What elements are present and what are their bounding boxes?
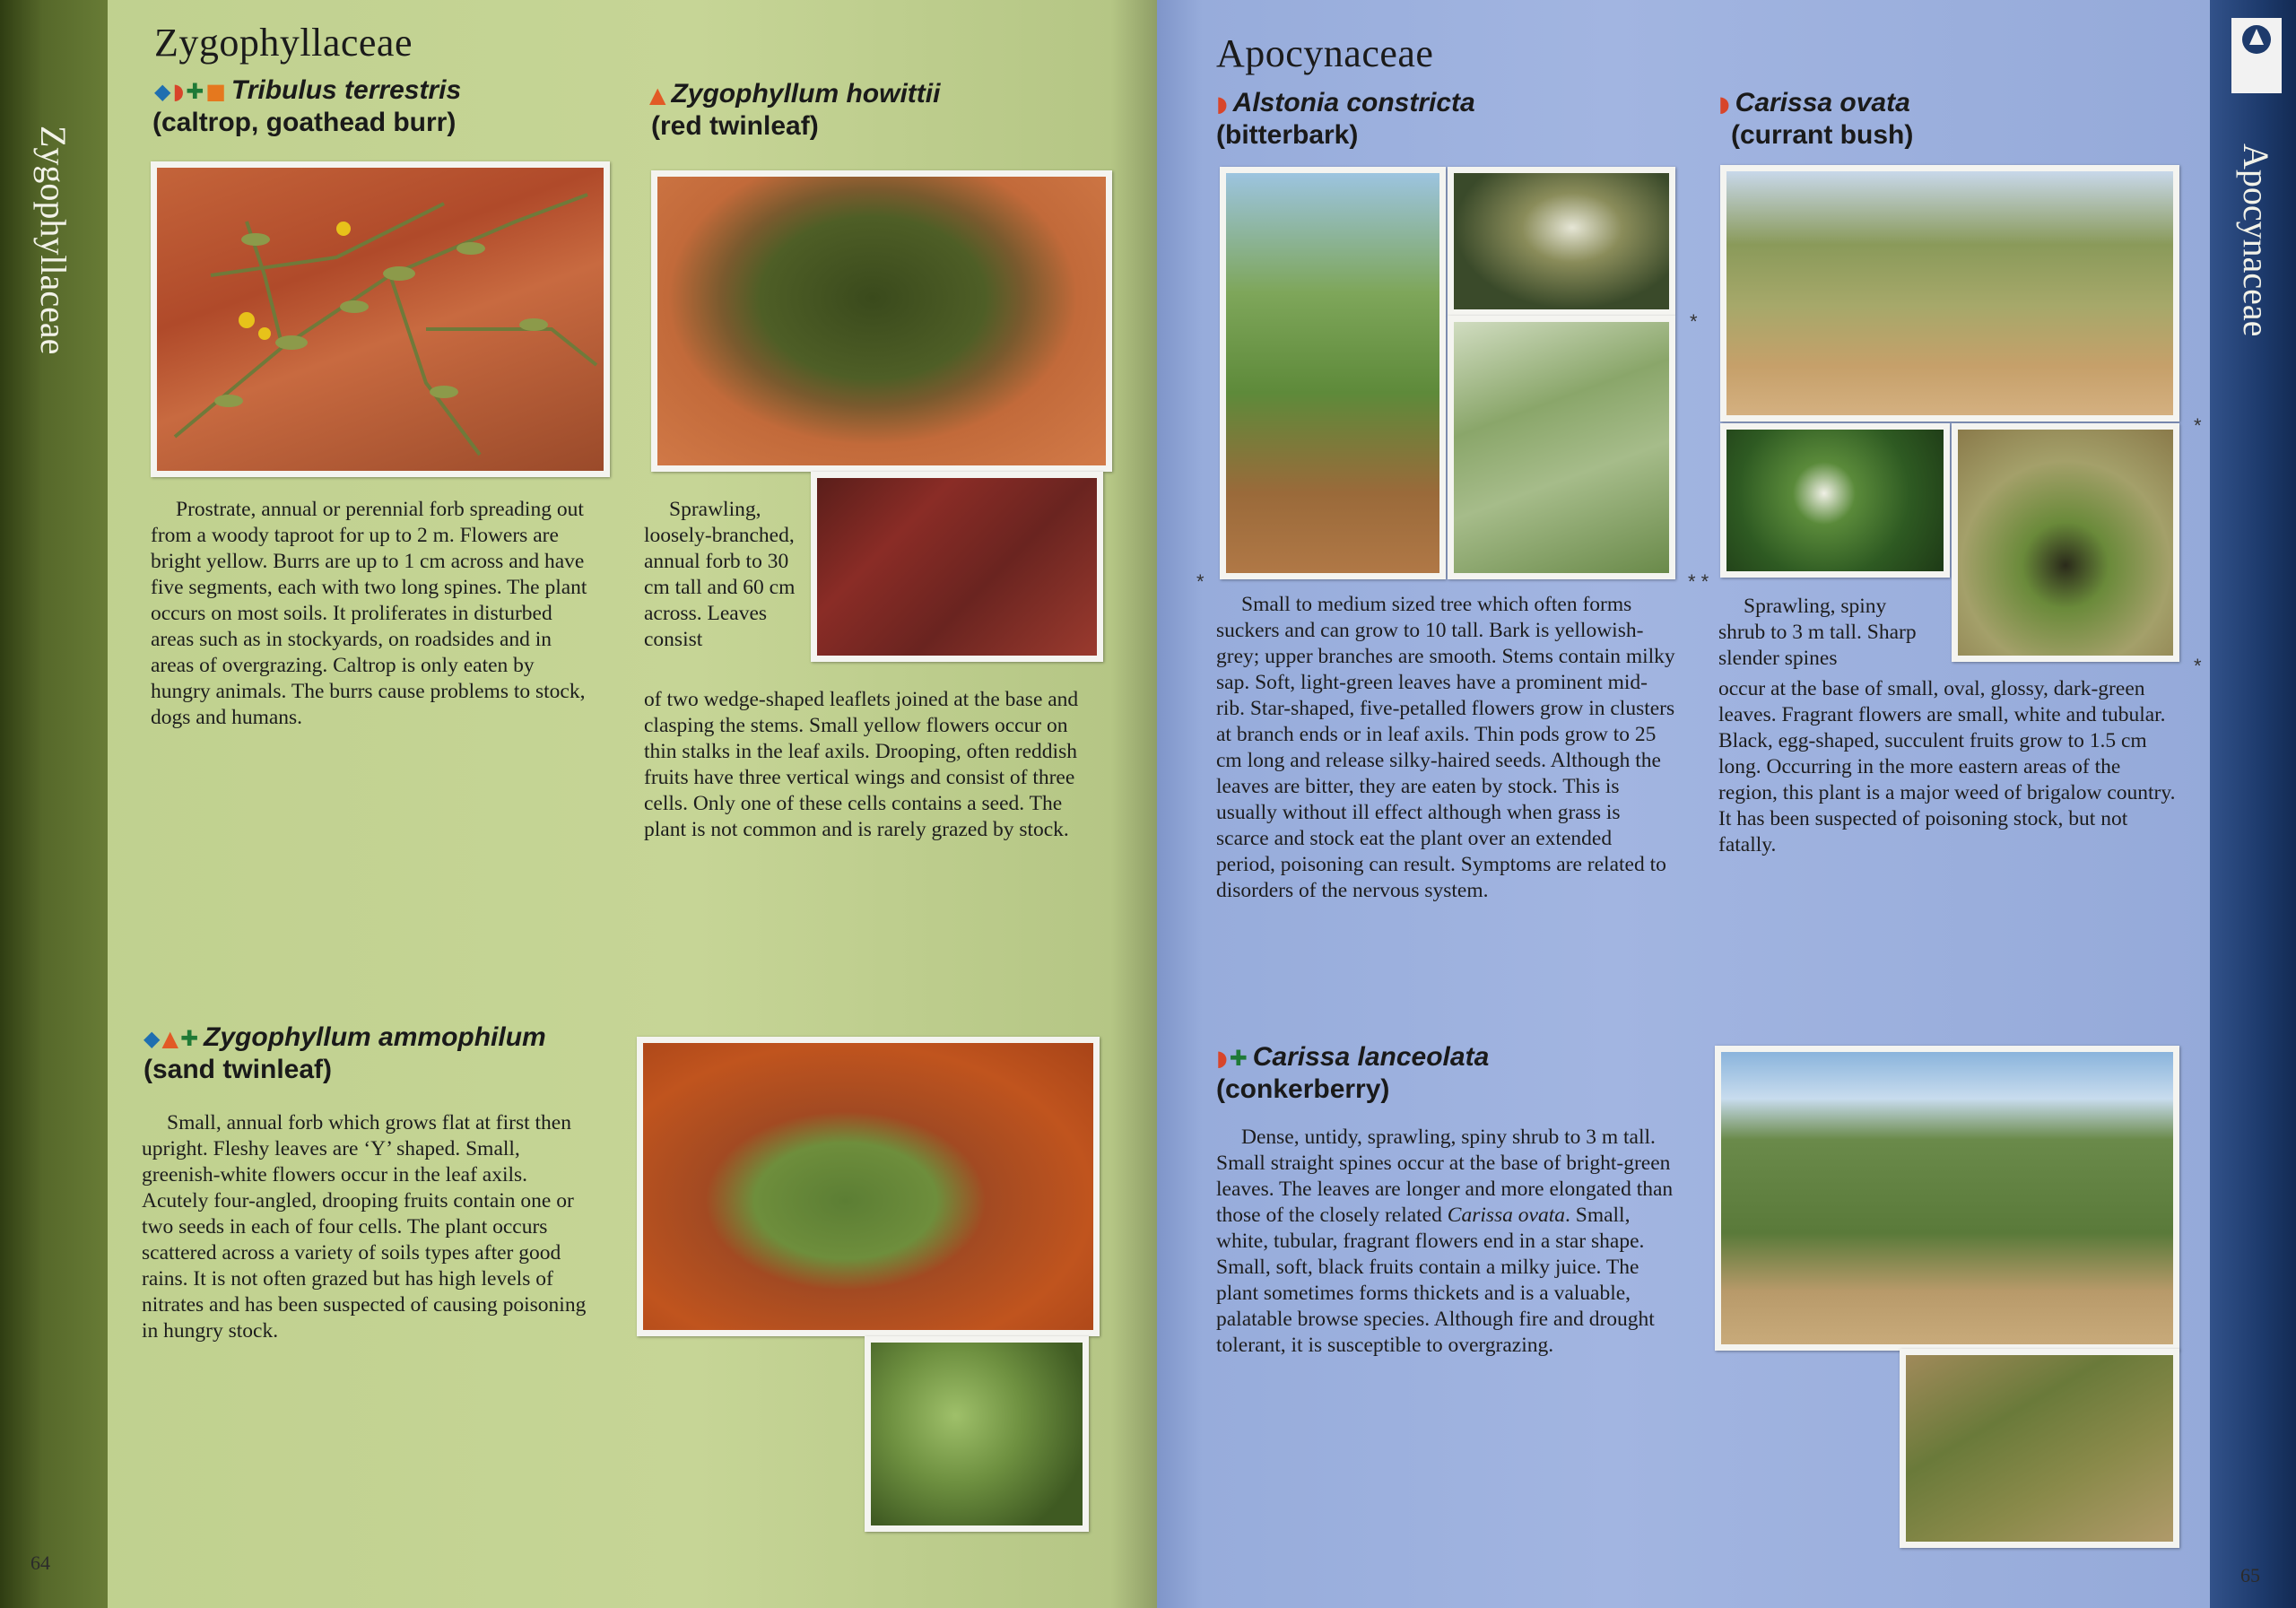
landcare-logo bbox=[2231, 18, 2282, 93]
photo-marker: * bbox=[2194, 414, 2202, 437]
species-heading-alstonia bbox=[1216, 88, 1475, 118]
common-name: (conkerberry) bbox=[1216, 1074, 1390, 1104]
description-carissa-ovata-wide: occur at the base of small, oval, glossy, dark-green leaves. Fragrant flowers are small, white and tubular. Black, egg-shaped, succulent fruits grow to 1.5 cm long. Occurring in the more eastern areas of the region, this plant is a major weed of brigalow country. It has been suspected of poisoning stock, but not fatally. bbox=[1718, 677, 2176, 856]
description-howittii-wide: of two wedge-shaped leaflets joined at the base and clasping the stems. Small yellow flowers occur on thin stalks in the leaf axils. Drooping, often reddish fruits have three vertical wings and consist of three cells. Only one of these cells contains a seed. The plant is not common and is rarely grazed by stock. bbox=[644, 688, 1079, 841]
photo-alstonia-flowers bbox=[1448, 167, 1675, 316]
species-heading-carissa-lanceolata bbox=[1216, 1042, 1489, 1073]
half-circle-icon: ◗ bbox=[1718, 91, 1730, 117]
photo-carissa-lanceolata-leaves bbox=[1900, 1349, 2179, 1548]
photo-zygophyllum-howittii bbox=[651, 170, 1112, 472]
common-name: (bitterbark) bbox=[1216, 120, 1359, 150]
description-howittii-narrow: Sprawling, loosely-branched, annual forb to 30 cm tall and 60 cm across. Leaves consist bbox=[644, 498, 796, 651]
half-circle-icon: ◗ bbox=[1216, 91, 1228, 117]
photo-alstonia-leaves bbox=[1448, 316, 1675, 579]
left-family-heading: Zygophyllaceae bbox=[154, 21, 413, 65]
description-carissa-ovata-narrow: Sprawling, spiny shrub to 3 m tall. Sharp slender spines bbox=[1718, 595, 1917, 670]
half-circle-icon: ◗ bbox=[1216, 1046, 1228, 1071]
scientific-name: Carissa ovata bbox=[1735, 88, 1910, 117]
photo-carissa-ovata-bush bbox=[1720, 165, 2179, 422]
plus-icon: ✚ bbox=[1229, 1046, 1248, 1071]
plus-icon: ✚ bbox=[179, 1026, 199, 1051]
species-heading-carissa-ovata bbox=[1718, 88, 1910, 118]
left-spine-title: Zygophyllaceae bbox=[33, 126, 74, 355]
photo-tribulus-terrestris bbox=[151, 161, 610, 477]
common-name: (sand twinleaf) bbox=[144, 1055, 333, 1084]
scientific-name: Zygophyllum howittii bbox=[671, 79, 941, 109]
description-tribulus-terrestris: Prostrate, annual or perennial forb spreading out from a woody taproot for up to 2 m. Flowers are bright yellow. Burrs are up to 1 cm across and have five segments, each with two long spines. The plant occurs on most soils. It proliferates in disturbed areas such as in stockyards, on roadsides and in areas of overgrazing. Caltrop is only eaten by hungry animals. The burrs cause problems to stock, dogs and humans. bbox=[151, 498, 587, 729]
photo-marker: * bbox=[2194, 655, 2202, 677]
plus-icon: ✚ bbox=[186, 79, 204, 104]
species-heading-ammophilum bbox=[144, 1022, 546, 1053]
scientific-name: Zygophyllum ammophilum bbox=[204, 1022, 546, 1052]
photo-zygophyllum-ammophilum-leaves bbox=[865, 1336, 1089, 1532]
photo-marker-double: * * bbox=[1688, 570, 1709, 593]
species-heading-tribulus bbox=[154, 75, 461, 106]
common-name: (currant bush) bbox=[1731, 120, 1914, 150]
right-spine-tab bbox=[2210, 0, 2296, 1608]
photo-carissa-lanceolata-shrub bbox=[1715, 1046, 2179, 1351]
right-family-heading: Apocynaceae bbox=[1216, 31, 1434, 75]
photo-carissa-ovata-flowers bbox=[1720, 423, 1950, 578]
page-number-right: 65 bbox=[2240, 1564, 2260, 1586]
triangle-icon: ▲ bbox=[161, 1026, 178, 1051]
diamond-icon: ◆ bbox=[154, 79, 171, 104]
species-heading-howittii bbox=[649, 79, 940, 109]
page-number-left: 64 bbox=[30, 1552, 50, 1574]
common-name: (caltrop, goathead burr) bbox=[152, 108, 457, 137]
scientific-name: Alstonia constricta bbox=[1232, 88, 1475, 117]
photo-marker: * bbox=[1196, 570, 1205, 593]
scientific-name: Tribulus terrestris bbox=[230, 75, 462, 105]
common-name: (red twinleaf) bbox=[651, 111, 819, 141]
diamond-icon: ◆ bbox=[144, 1026, 161, 1051]
triangle-icon: ▲ bbox=[649, 83, 666, 108]
description-ammophilum: Small, annual forb which grows flat at first then upright. Fleshy leaves are ‘Y’ shaped. Small, greenish-white flowers occur in the leaf axils. Acutely four-angled, drooping fruits contain one or two seeds in each of four cells. The plant occurs scattered across a variety of soils types after good rains. It is not often grazed but has high levels of nitrates and has been suspected of causing poisoning in hungry stock. bbox=[142, 1111, 587, 1343]
description-alstonia: Small to medium sized tree which often forms suckers and can grow to 10 tall. Bark is yellowish-grey; upper branches are smooth. Stems contain milky sap. Soft, light-green leaves have a prominent mid-rib. Star-shaped, five-petalled flowers grow in clusters at branch ends or in leaf axils. Thin pods grow to 25 cm long and release silky-haired seeds. Although the leaves are bitter, they are eaten by stock. This is usually without ill effect although when grass is scarce and stock eat the plant over an extended period, poisoning can result. Symptoms are related to disorders of the nervous system. bbox=[1216, 593, 1675, 902]
left-spine-tab bbox=[0, 0, 108, 1608]
half-circle-icon: ◗ bbox=[172, 79, 185, 104]
scientific-name: Carissa lanceolata bbox=[1252, 1042, 1490, 1072]
photo-alstonia-tree bbox=[1220, 167, 1446, 579]
photo-marker: * bbox=[1690, 310, 1698, 333]
right-spine-title: Apocynaceae bbox=[2236, 143, 2276, 337]
description-carissa-lanceolata: Dense, untidy, sprawling, spiny shrub to 3 m tall. Small straight spines occur at the base of bright-green leaves. The leaves are longer and more elongated than those of the closely related Carissa ovata. Small, white, tubular, fragrant flowers end in a star shape. Small, soft, black fruits contain a milky juice. The plant sometimes forms thickets and is a valuable, palatable browse species. Although fire and drought tolerant, it is susceptible to overgrazing. bbox=[1216, 1126, 1674, 1357]
photo-zygophyllum-ammophilum bbox=[637, 1037, 1100, 1336]
square-icon: ■ bbox=[205, 79, 226, 104]
photo-carissa-ovata-fruits bbox=[1952, 423, 2179, 662]
photo-zygophyllum-howittii-fruit bbox=[811, 472, 1103, 662]
